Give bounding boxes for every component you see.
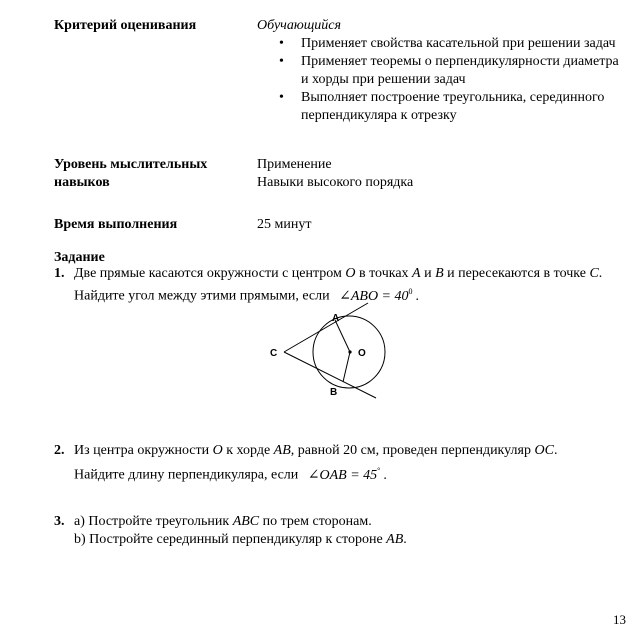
thinking-value: Применение	[257, 157, 332, 172]
question-line	[74, 513, 634, 531]
question-2	[54, 442, 634, 485]
question-number: 2.	[54, 443, 65, 458]
thinking-label: Уровень мыслительных навыков	[54, 157, 208, 190]
point-o: O	[345, 266, 356, 281]
label-c: C	[270, 348, 278, 359]
degree-mark: °	[377, 466, 381, 475]
page-number: 13	[613, 612, 626, 627]
label-a: A	[332, 313, 340, 324]
question-line	[74, 462, 634, 485]
degree-mark: 0	[408, 287, 413, 296]
tangent-line-ca	[284, 303, 368, 352]
criteria-item: • Применяет теоремы о перпендикулярности диаметра и хорды при решении задач	[257, 53, 627, 89]
point-c: C	[589, 266, 599, 281]
radius-ob	[343, 352, 350, 382]
question-number: 3.	[54, 514, 65, 529]
criteria-heading: Обучающийся	[257, 18, 342, 33]
radius-oa	[335, 320, 350, 352]
criteria-item: • Применяет свойства касательной при решении задач	[257, 35, 627, 53]
text-run: .	[403, 532, 407, 547]
question-line	[74, 442, 634, 460]
task-heading: Задание	[54, 250, 105, 265]
text-run: b) Постройте серединный перпендикуляр к стороне	[74, 532, 387, 547]
criteria-list	[257, 35, 627, 125]
text-run: Найдите угол между этими прямыми, если	[74, 288, 330, 304]
text-run: Две прямые касаются окружности с центром	[74, 266, 346, 281]
triangle-abc: ABC	[232, 514, 260, 529]
text-run: , равной 20 см, проведен перпендикуляр	[290, 443, 535, 458]
text-run: a) Постройте треугольник	[74, 514, 233, 529]
text-run: и пересекаются в точке	[443, 266, 590, 281]
angle-expression: ∠ABO = 40	[339, 288, 409, 304]
segment-ab: AB	[386, 532, 404, 547]
center-point	[348, 350, 351, 353]
question-3	[54, 513, 634, 549]
criteria-item: • Выполняет построение треугольника, серединного перпендикуляра к отрезку	[257, 89, 627, 125]
criteria-block	[257, 17, 627, 125]
thinking-values	[257, 156, 617, 192]
label-o: O	[358, 348, 366, 359]
point-o: O	[212, 443, 223, 458]
text-run: Найдите длину перпендикуляра, если	[74, 467, 299, 483]
text-run: .	[598, 266, 603, 281]
text-run: в точках	[355, 266, 413, 281]
time-label: Время выполнения	[54, 217, 178, 232]
point-a: A	[412, 266, 421, 281]
text-run: и	[420, 266, 436, 281]
criteria-label: Критерий оценивания	[54, 18, 197, 33]
question-number: 1.	[54, 266, 65, 281]
thinking-value: Навыки высокого порядка	[257, 175, 414, 190]
text-run: Из центра окружности	[74, 443, 213, 458]
point-b: B	[435, 266, 444, 281]
text-run: .	[415, 288, 420, 304]
segment-oc: OC	[534, 443, 554, 458]
question-line	[74, 265, 634, 283]
circle-tangents-figure	[260, 300, 400, 404]
text-run: по трем сторонам.	[259, 514, 372, 529]
time-value: 25 минут	[257, 217, 312, 232]
text-run: к хорде	[222, 443, 274, 458]
segment-ab: AB	[273, 443, 291, 458]
question-line	[74, 531, 634, 549]
text-run: .	[553, 443, 558, 458]
text-run: .	[383, 467, 387, 483]
angle-expression: ∠OAB = 45	[307, 467, 378, 483]
label-b: B	[330, 387, 338, 398]
